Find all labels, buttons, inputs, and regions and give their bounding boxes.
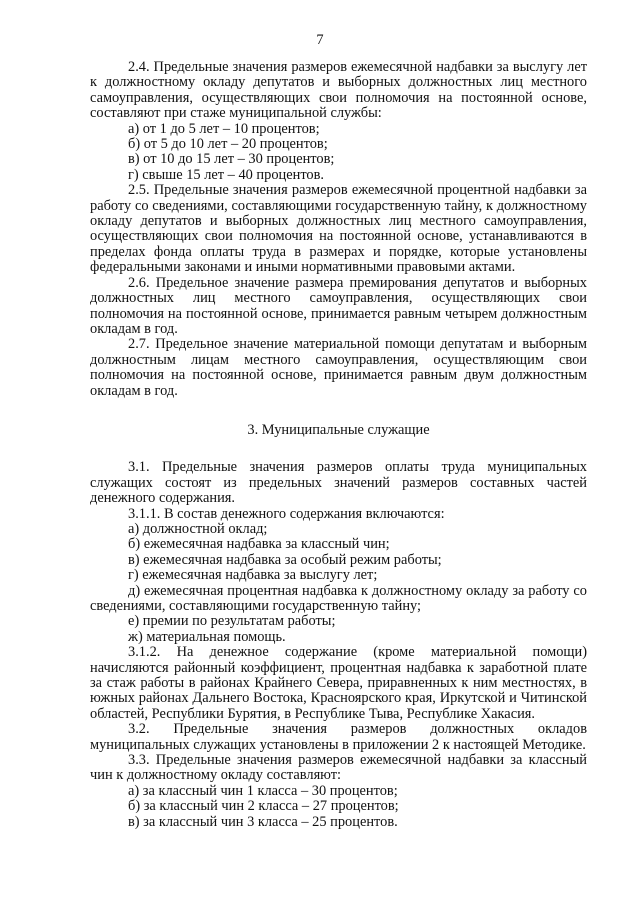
document-body [90, 60, 587, 830]
paragraph-3-1-2: 3.1.2. На денежное содержание (кроме материальной помощи) начисляются районный коэффициент, процентная надбавка к заработной плате за стаж работы в районах Крайнего Севера, приравненных к ним местностях, в южных районах Дальнего Востока, Красноярского края, Иркутской и Читинской областей, Республики Бурятия, в Республике Тыва, Республике Хакасия. [90, 644, 587, 722]
paragraph-3-2: 3.2. Предельные значения размеров должностных окладов муниципальных служащих установлены в приложении 2 к настоящей Методике. [90, 721, 587, 753]
paragraph-2-7: 2.7. Предельное значение материальной помощи депутатам и выборным должностным лицам местного самоуправления, осуществляющим свои полномочия на постоянной основе, принимается равным двум должностным окладам в год. [90, 336, 587, 399]
list-item-3-3-v: в) за классный чин 3 класса – 25 процентов. [128, 813, 398, 830]
paragraph-3-1: 3.1. Предельные значения размеров оплаты труда муниципальных служащих состоят из предельных значений размеров составных частей денежного содержания. [90, 459, 587, 507]
list-item-3-1-1-g: г) ежемесячная надбавка за выслугу лет; [128, 567, 378, 584]
list-item-2-4-g: г) свыше 15 лет – 40 процентов. [128, 166, 325, 183]
list-item-3-1-1-a: а) должностной оклад; [128, 520, 268, 537]
paragraph-2-6: 2.6. Предельное значение размера премирования депутатов и выборных должностных лиц местного самоуправления, осуществляющих свои полномочия на постоянной основе, принимается равным четырем должностным окладам в год. [90, 274, 587, 337]
list-item-3-1-1-b: б) ежемесячная надбавка за классный чин; [128, 536, 390, 553]
list-item-2-4-v: в) от 10 до 15 лет – 30 процентов; [128, 151, 335, 168]
paragraph-3-1-1: 3.1.1. В состав денежного содержания включаются: [128, 505, 445, 522]
list-item-3-3-a: а) за классный чин 1 класса – 30 процентов; [128, 782, 398, 799]
page-number: 7 [316, 32, 324, 48]
list-item-2-4-b: б) от 5 до 10 лет – 20 процентов; [128, 136, 328, 153]
list-item-3-1-1-e: е) премии по результатам работы; [128, 613, 336, 630]
list-item-3-3-b: б) за классный чин 2 класса – 27 процентов; [128, 798, 399, 815]
paragraph-2-5: 2.5. Предельные значения размеров ежемесячной процентной надбавки за работу со сведениями, составляющими государственную тайну, к должностному окладу депутатов и выборных должностных лиц местного самоуправления, осуществляющих свои полномочия на постоянной основе, устанавливаются в пределах фонда оплаты труда в размерах и порядке, которые установлены федеральными законами и иными нормативными правовыми актами. [90, 182, 587, 276]
paragraph-3-3: 3.3. Предельные значения размеров ежемесячной надбавки за классный чин к должностному окладу составляют: [90, 752, 587, 784]
section-3-heading: 3. Муниципальные служащие [247, 421, 430, 438]
list-item-2-4-a: а) от 1 до 5 лет – 10 процентов; [128, 120, 320, 137]
list-item-3-1-1-d: д) ежемесячная процентная надбавка к должностному окладу за работу со сведениями, составляющими государственную тайну; [90, 582, 587, 614]
paragraph-2-4: 2.4. Предельные значения размеров ежемесячной надбавки за выслугу лет к должностному окладу депутатов и выборных должностных лиц местного самоуправления, осуществляющих свои полномочия на постоянной основе, составляют при стаже муниципальной службы: [90, 59, 587, 122]
list-item-3-1-1-v: в) ежемесячная надбавка за особый режим работы; [128, 551, 442, 568]
list-item-3-1-1-zh: ж) материальная помощь. [128, 628, 286, 645]
